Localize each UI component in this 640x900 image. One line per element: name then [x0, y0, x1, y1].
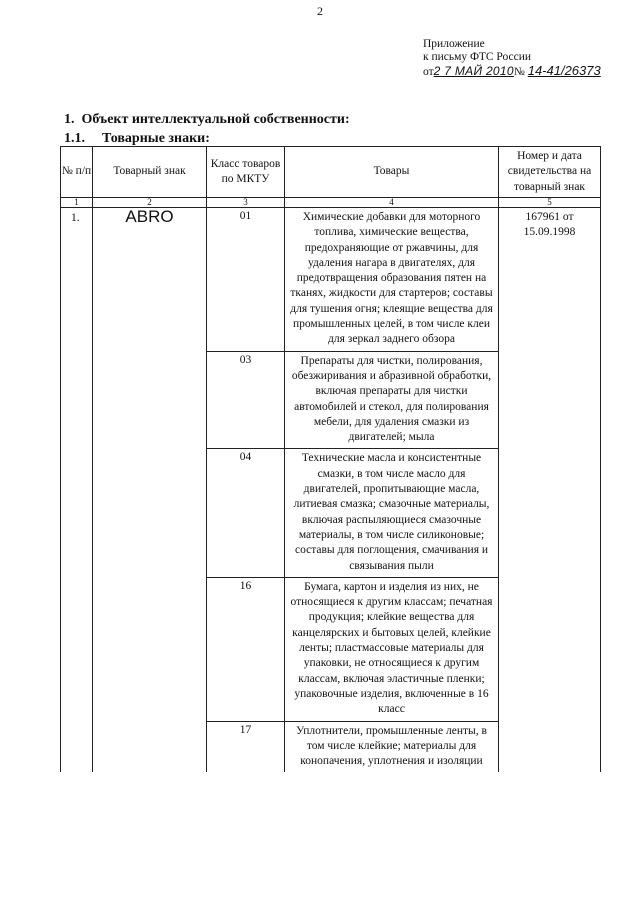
column-number: 1 — [61, 198, 93, 208]
goods-description: Химические добавки для моторного топлива, химические вещества, предохраняющие от ржавчины, для удаления нагара в двигателях, для предотвращения образования пятен на тканях, жидкости для стартеров; составы для тушения огня; клеящие вещества для промышленных целей, в том числе клеи для зеркал заднего обзора — [285, 208, 499, 352]
goods-description: Препараты для чистки, полирования, обезжиривания и абразивной обработки, включая препараты для чистки автомобилей и стекол, для полирования мебели, для удаления смазки из двигателей; мыла — [285, 351, 499, 449]
class-number: 03 — [207, 351, 285, 449]
subsection-heading — [64, 131, 210, 147]
goods-description: Технические масла и консистентные смазки, в том числе масло для двигателей, пропитывающие масла, литиевая смазка; смазочные материалы, включая распыляющиеся смазочные материалы, в том числе силиконовые; составы для поглощения, смачивания и связывания пыли — [285, 449, 499, 577]
date-stamp: 2 7 МАЙ 2010 — [433, 64, 514, 78]
trademark-cell — [93, 208, 207, 773]
letter-number: 14-41/26373 — [527, 63, 601, 78]
goods-description: Уплотнители, промышленные ленты, в том числе клейкие; материалы для конопачения, уплотнения и изоляции — [285, 721, 499, 772]
column-number: 4 — [285, 198, 499, 208]
subsection-number: 1.1. — [64, 131, 85, 146]
header-no: № п/п — [61, 147, 93, 198]
page-number: 2 — [317, 4, 323, 18]
section-number: 1. — [64, 112, 75, 127]
subsection-title: Товарные знаки: — [102, 131, 210, 146]
header-registration: Номер и дата свидетельства на товарный знак — [499, 147, 601, 198]
section-heading — [64, 112, 350, 128]
registration-info: 167961 от 15.09.1998 — [499, 208, 601, 773]
appendix-title: Приложение — [423, 38, 485, 50]
header-trademark: Товарный знак — [93, 147, 207, 198]
trademark-name: ABRO — [125, 207, 174, 226]
appendix-date-line — [423, 64, 601, 79]
class-number: 17 — [207, 721, 285, 772]
appendix-block — [423, 38, 601, 79]
class-number: 16 — [207, 577, 285, 721]
table-header-row — [61, 147, 601, 198]
header-goods: Товары — [285, 147, 499, 198]
section-title: Объект интеллектуальной собственности: — [81, 112, 350, 127]
goods-description: Бумага, картон и изделия из них, не относящиеся к другим классам; печатная продукция; клейкие вещества для канцелярских и бытовых целей, клейкие ленты; пластмассовые материалы для упаковки, не относящиеся к другим классам, включая эластичные пленки; упаковочные изделия, включенные в 16 класс — [285, 577, 499, 721]
column-number: 2 — [93, 198, 207, 208]
number-sign: № — [513, 66, 525, 78]
column-number: 5 — [499, 198, 601, 208]
date-prefix: от — [423, 66, 434, 78]
appendix-letter-ref: к письму ФТС России — [423, 51, 532, 63]
class-number: 01 — [207, 208, 285, 352]
column-number: 3 — [207, 198, 285, 208]
entry-number: 1. — [61, 208, 93, 773]
table-row — [61, 208, 601, 352]
trademark-table — [60, 146, 601, 772]
column-number-row — [61, 198, 601, 208]
header-class: Класс товаров по МКТУ — [207, 147, 285, 198]
class-number: 04 — [207, 449, 285, 577]
